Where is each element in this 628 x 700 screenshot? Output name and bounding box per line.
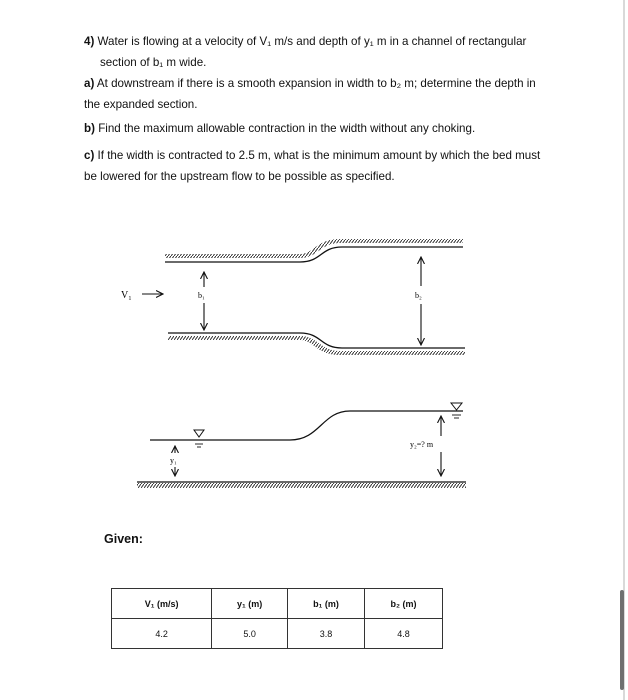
table-cell: 3.8	[287, 619, 364, 649]
v1-label: V₁	[121, 290, 132, 301]
part-a-label: a)	[84, 77, 95, 90]
table-cell: 4.8	[365, 619, 443, 649]
channel-bed-hatch	[137, 483, 466, 488]
part-b-label: b)	[84, 122, 95, 135]
y1-label: y₁	[170, 456, 177, 465]
question-number: 4)	[84, 35, 95, 48]
part-b-text: Find the maximum allowable contraction in the width without any choking.	[98, 122, 476, 135]
water-level-symbol-upstream	[194, 430, 204, 447]
table-header-cell: b₂ (m)	[365, 589, 443, 619]
table-header-cell: y₁ (m)	[212, 589, 288, 619]
question-text: Water is flowing at a velocity of V₁ m/s and depth of y₁ m in a channel of rectangular	[97, 35, 527, 48]
part-a-text-1: At downstream if there is a smooth expansion in width to b₂ m; determine the depth in	[96, 77, 536, 90]
table-cell: 4.2	[112, 619, 212, 649]
b2-label: b₂	[415, 291, 422, 300]
table-header-cell: V₁ (m/s)	[112, 589, 212, 619]
water-surface	[150, 411, 463, 440]
plan-top-wall-hatch	[165, 239, 463, 258]
table-row	[112, 619, 443, 649]
part-a-text-2: the expanded section.	[84, 98, 198, 111]
part-c-label: c)	[84, 149, 95, 162]
part-c-text-1: If the width is contracted to 2.5 m, what is the minimum amount by which the bed must	[97, 149, 541, 162]
table-header-row	[112, 589, 443, 619]
part-c-text-2: be lowered for the upstream flow to be possible as specified.	[84, 170, 395, 183]
y2-label: y₂=? m	[410, 440, 434, 449]
b1-label: b₁	[198, 291, 205, 300]
given-table	[111, 588, 443, 649]
table-cell: 5.0	[212, 619, 288, 649]
table-header-cell: b₁ (m)	[287, 589, 364, 619]
elevation-view	[137, 403, 466, 488]
question-line-2: section of b₁ m wide.	[100, 56, 207, 69]
given-heading: Given:	[104, 532, 143, 546]
plan-view	[121, 239, 465, 355]
